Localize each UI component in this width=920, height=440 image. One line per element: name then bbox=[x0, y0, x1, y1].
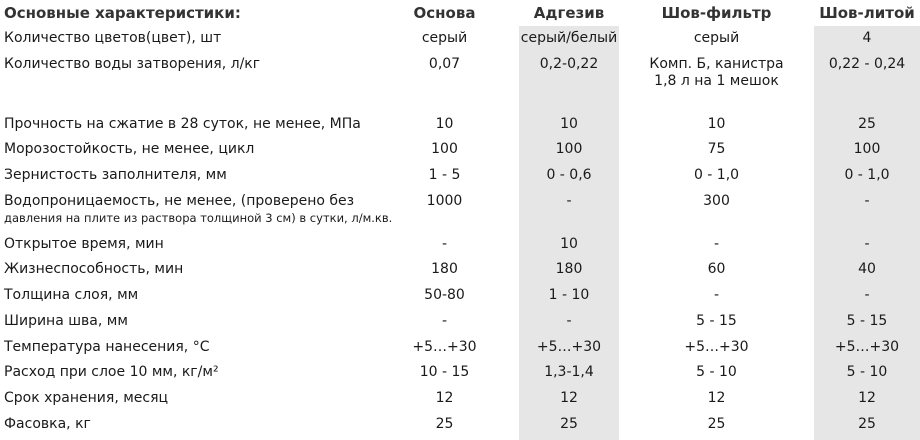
cell-joint-cast: - bbox=[864, 235, 870, 252]
cell-joint-filter: 60 bbox=[707, 261, 726, 278]
row-label: Открытое время, мин bbox=[4, 235, 164, 252]
cell-adhesive: - bbox=[566, 192, 572, 209]
table-row bbox=[0, 52, 920, 112]
cell-joint-filter: 5 - 15 bbox=[696, 312, 737, 329]
cell-adhesive: +5…+30 bbox=[536, 338, 602, 355]
table-row bbox=[0, 163, 920, 189]
row-label: Срок хранения, месяц bbox=[4, 389, 169, 406]
header-adhesive: Адгезив bbox=[533, 4, 605, 22]
cell-adhesive: 10 bbox=[560, 115, 578, 132]
cell-base: 180 bbox=[431, 261, 458, 278]
header-characteristics: Основные характеристики: bbox=[4, 4, 241, 22]
row-label: Фасовка, кг bbox=[4, 415, 91, 432]
table-row bbox=[0, 232, 920, 258]
cell-base: - bbox=[441, 312, 448, 329]
cell-base: 10 - 15 bbox=[419, 364, 470, 381]
cell-joint-filter: серый bbox=[693, 30, 740, 46]
cell-joint-filter: +5…+30 bbox=[684, 338, 749, 355]
row-label: Зернистость заполнителя, мм bbox=[4, 167, 227, 184]
cell-joint-cast: 100 bbox=[853, 141, 881, 158]
row-label: Морозостойкость, не менее, цикл bbox=[4, 141, 255, 158]
cell-joint-cast: 0 - 1,0 bbox=[844, 167, 890, 184]
cell-joint-filter: 25 bbox=[707, 415, 726, 432]
table-row bbox=[0, 309, 920, 335]
cell-joint-cast: 12 bbox=[858, 389, 876, 406]
table-row bbox=[0, 189, 920, 232]
cell-adhesive: 100 bbox=[555, 141, 583, 158]
cell-adhesive: 1,3-1,4 bbox=[544, 364, 594, 381]
cell-joint-cast: 4 bbox=[862, 30, 872, 46]
table-row bbox=[0, 412, 920, 438]
row-label: Прочность на сжатие в 28 суток, не менее, МПа bbox=[4, 115, 361, 132]
table-row bbox=[0, 257, 920, 283]
table-row bbox=[0, 26, 920, 52]
cell-joint-filter: 0 - 1,0 bbox=[693, 167, 740, 184]
cell-base: 0,07 bbox=[428, 55, 461, 72]
cell-adhesive: 0 - 0,6 bbox=[546, 167, 592, 184]
cell-adhesive: - bbox=[566, 312, 572, 329]
cell-base: 1 - 5 bbox=[428, 167, 461, 184]
header-row bbox=[0, 0, 920, 26]
cell-joint-cast: 25 bbox=[858, 415, 876, 432]
cell-joint-cast: 5 - 10 bbox=[846, 364, 888, 381]
cell-base: 10 bbox=[435, 115, 454, 132]
cell-joint-filter: 12 bbox=[707, 389, 726, 406]
header-joint-filter: Шов-фильтр bbox=[661, 4, 772, 22]
cell-joint-cast: - bbox=[864, 287, 870, 304]
cell-joint-filter: 75 bbox=[707, 141, 726, 158]
cell-joint-filter: - bbox=[713, 235, 720, 252]
cell-base: - bbox=[441, 235, 448, 252]
row-label: Жизнеспособность, мин bbox=[4, 261, 184, 278]
cell-joint-cast: 5 - 15 bbox=[846, 312, 888, 329]
cell-joint-cast: +5…+30 bbox=[834, 338, 900, 355]
cell-base: 50-80 bbox=[424, 287, 465, 304]
cell-base: 25 bbox=[435, 415, 454, 432]
cell-adhesive: 25 bbox=[560, 415, 578, 432]
row-label: Расход при слое 10 мм, кг/м² bbox=[4, 364, 219, 381]
table-row bbox=[0, 335, 920, 361]
cell-adhesive: 12 bbox=[560, 389, 578, 406]
cell-joint-cast: 40 bbox=[858, 261, 876, 278]
row-label-continuation: давления на плите из раствора толщиной 3 см) в сутки, л/м.кв. bbox=[4, 210, 393, 225]
cell-adhesive: 1 - 10 bbox=[548, 287, 590, 304]
table-row bbox=[0, 283, 920, 309]
table-row bbox=[0, 360, 920, 386]
cell-base: 100 bbox=[431, 141, 458, 158]
cell-adhesive: серый/белый bbox=[520, 30, 618, 46]
cell-base: серый bbox=[421, 30, 468, 46]
row-label: Количество цветов(цвет), шт bbox=[4, 30, 222, 46]
row-label: Температура нанесения, °С bbox=[4, 338, 210, 355]
row-label: Толщина слоя, мм bbox=[4, 287, 139, 304]
cell-joint-cast: 0,22 - 0,24 bbox=[828, 55, 906, 72]
row-label: Ширина шва, мм bbox=[4, 312, 128, 329]
cell-adhesive: 180 bbox=[555, 261, 583, 278]
row-label: Водопроницаемость, не менее, (проверено без bbox=[4, 192, 355, 209]
cell-joint-filter: 300 bbox=[703, 192, 730, 209]
table-row bbox=[0, 112, 920, 138]
table-row bbox=[0, 137, 920, 163]
cell-joint-filter: - bbox=[713, 287, 720, 304]
cell-joint-filter: Комп. Б, канистра 1,8 л на 1 мешок bbox=[649, 55, 784, 89]
cell-joint-filter: 10 bbox=[707, 115, 726, 132]
cell-base: 12 bbox=[435, 389, 454, 406]
cell-joint-filter: 5 - 10 bbox=[696, 364, 737, 381]
cell-joint-cast: 25 bbox=[858, 115, 876, 132]
cell-adhesive: 10 bbox=[560, 235, 578, 252]
header-joint-cast: Шов-литой bbox=[819, 4, 915, 22]
cell-joint-cast: - bbox=[864, 192, 870, 209]
table-row bbox=[0, 386, 920, 412]
row-label: Количество воды затворения, л/кг bbox=[4, 55, 261, 72]
cell-base: +5…+30 bbox=[412, 338, 477, 355]
header-base: Основа bbox=[413, 4, 476, 22]
cell-base: 1000 bbox=[426, 192, 463, 209]
cell-adhesive: 0,2-0,22 bbox=[539, 55, 599, 72]
